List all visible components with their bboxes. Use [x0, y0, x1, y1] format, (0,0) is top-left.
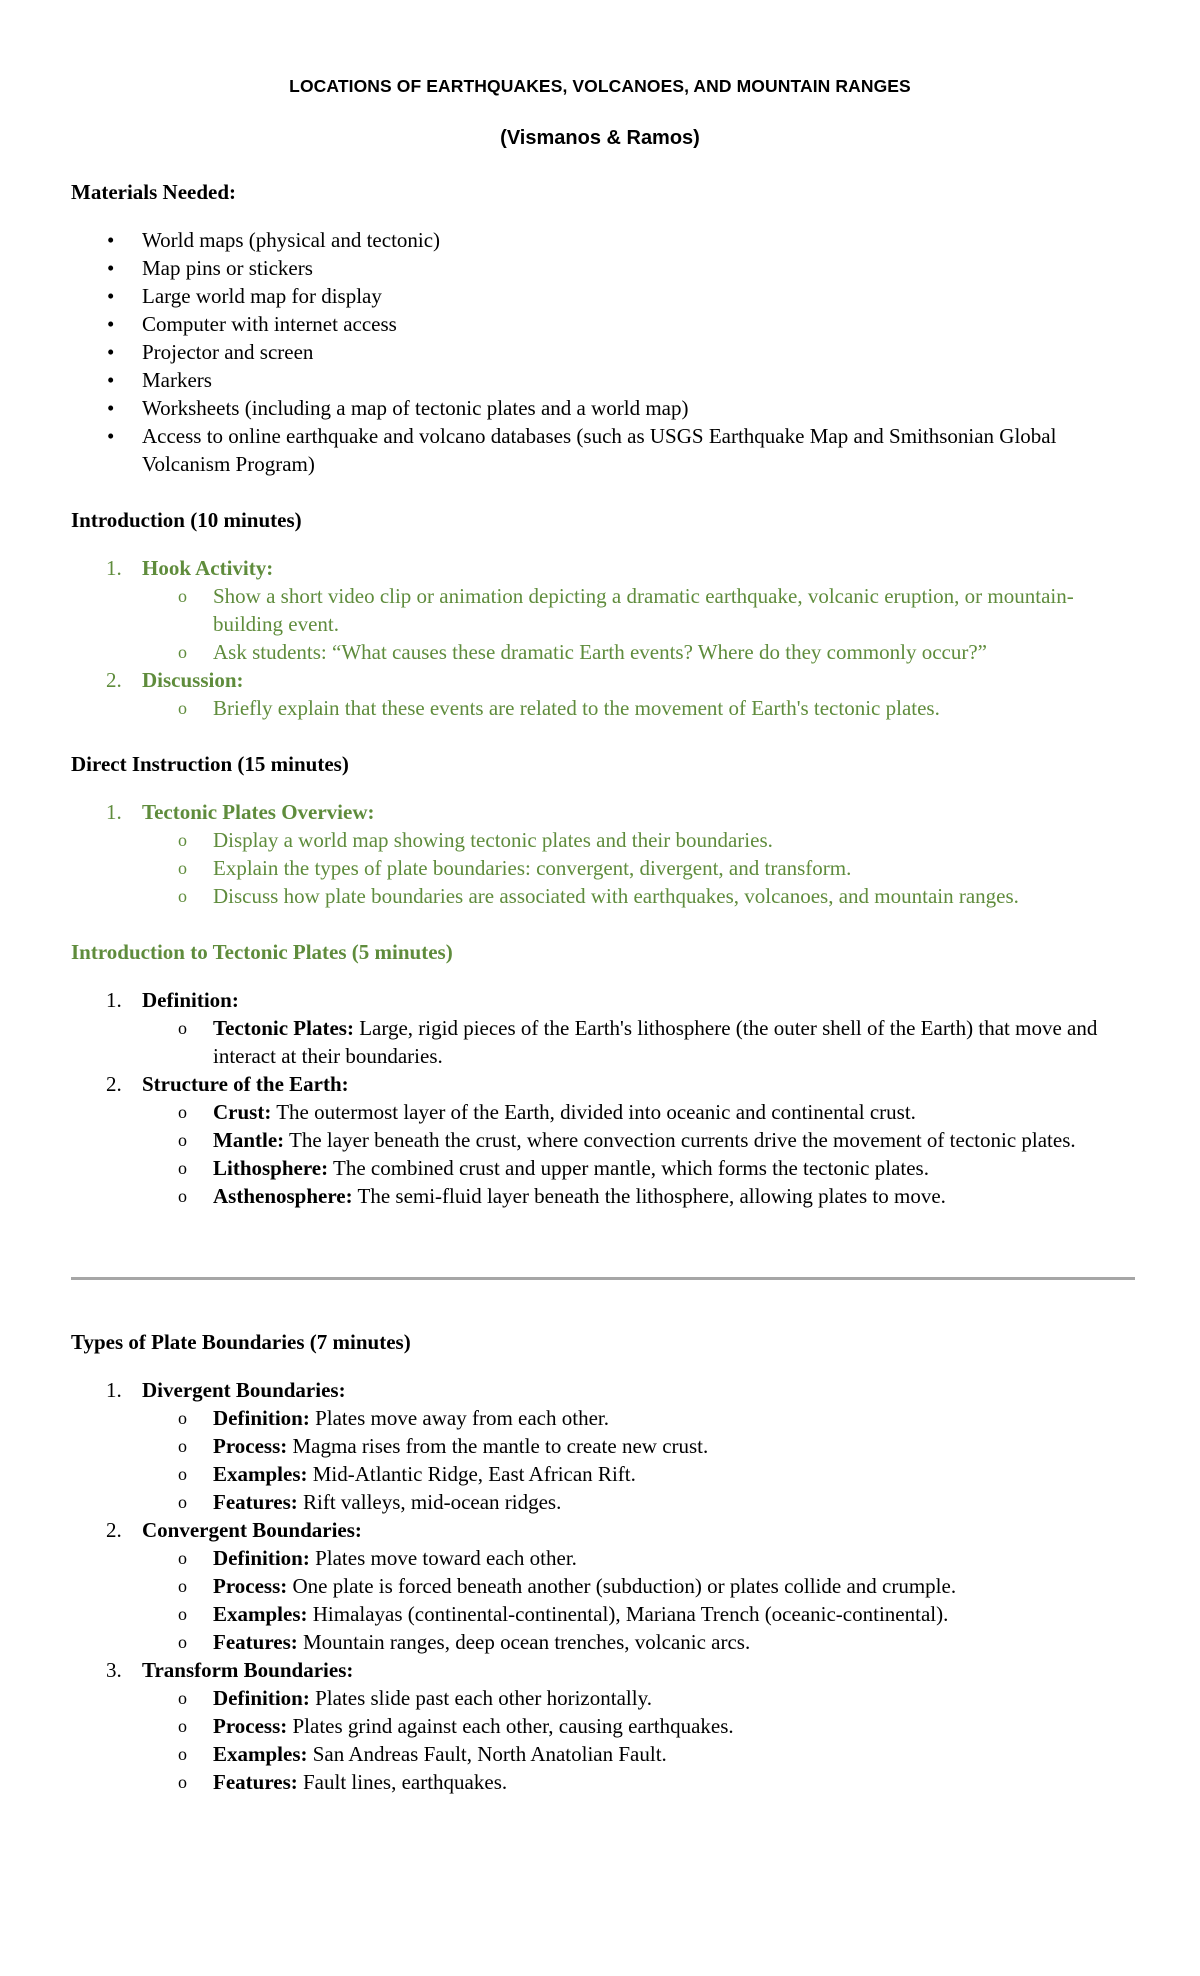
- list-item: [71, 1656, 1141, 1796]
- list-item: • Worksheets (including a map of tectonic plates and a world map): [71, 394, 1141, 422]
- term: Process:: [213, 1434, 288, 1458]
- introduction-list: [71, 554, 1141, 722]
- term-text: Mountain ranges, deep ocean trenches, volcanic arcs.: [297, 1630, 751, 1654]
- term: Features:: [213, 1770, 298, 1794]
- materials-list: [71, 226, 1141, 478]
- direct-instruction-list: [71, 798, 1141, 910]
- term: Process:: [213, 1574, 288, 1598]
- item-label: Definition:: [142, 988, 239, 1012]
- direct-instruction-heading: Direct Instruction (15 minutes): [71, 752, 349, 776]
- document-body: [71, 178, 1141, 1210]
- term-text: Plates move toward each other.: [309, 1546, 577, 1570]
- term-text: One plate is forced beneath another (subduction) or plates collide and crumple.: [287, 1574, 957, 1598]
- sub-item: [142, 1684, 1141, 1712]
- sub-item: [142, 1182, 1141, 1210]
- item-label: Hook Activity:: [142, 556, 274, 580]
- term: Examples:: [213, 1462, 308, 1486]
- document-subtitle: (Vismanos & Ramos): [500, 127, 700, 149]
- term: Mantle:: [213, 1128, 285, 1152]
- term-text: Plates grind against each other, causing earthquakes.: [287, 1714, 734, 1738]
- list-item: [71, 798, 1141, 910]
- sub-item: o Ask students: “What causes these dramatic Earth events? Where do they commonly occur?”: [142, 638, 1141, 666]
- list-item: • Markers: [71, 366, 1141, 394]
- term-text: The semi-fluid layer beneath the lithosphere, allowing plates to move.: [352, 1184, 946, 1208]
- sub-item: o Discuss how plate boundaries are associated with earthquakes, volcanoes, and mountain ranges.: [142, 882, 1141, 910]
- term: Examples:: [213, 1602, 308, 1626]
- item-number: 1.: [106, 988, 122, 1012]
- intro-tectonic-heading: Introduction to Tectonic Plates (5 minutes): [71, 940, 453, 964]
- sub-item: [142, 1544, 1141, 1572]
- term-text: Himalayas (continental-continental), Mariana Trench (oceanic-continental).: [307, 1602, 949, 1626]
- list-item: [71, 1376, 1141, 1516]
- term: Definition:: [213, 1406, 310, 1430]
- list-item: [71, 986, 1141, 1070]
- item-number: 1.: [106, 1378, 122, 1402]
- sub-item: o Briefly explain that these events are related to the movement of Earth's tectonic plates.: [142, 694, 1141, 722]
- list-item: [71, 554, 1141, 666]
- item-label: Discussion:: [142, 668, 244, 692]
- term: Crust:: [213, 1100, 272, 1124]
- sub-item: [142, 1460, 1141, 1488]
- item-number: 1.: [106, 556, 122, 580]
- term-text: The layer beneath the crust, where convection currents drive the movement of tectonic plates.: [284, 1128, 1076, 1152]
- term-text: Magma rises from the mantle to create new crust.: [287, 1434, 709, 1458]
- list-item: • Projector and screen: [71, 338, 1141, 366]
- sub-item: o Explain the types of plate boundaries: convergent, divergent, and transform.: [142, 854, 1141, 882]
- list-item: • Access to online earthquake and volcano databases (such as USGS Earthquake Map and Smithsonian Global Volcanism Program): [71, 422, 1141, 478]
- term-text: San Andreas Fault, North Anatolian Fault.: [307, 1742, 667, 1766]
- term-text: Fault lines, earthquakes.: [297, 1770, 508, 1794]
- item-label: Tectonic Plates Overview:: [142, 800, 375, 824]
- term: Process:: [213, 1714, 288, 1738]
- term: Definition:: [213, 1546, 310, 1570]
- term: Lithosphere:: [213, 1156, 329, 1180]
- item-number: 2.: [106, 1518, 122, 1542]
- term-text: Rift valleys, mid-ocean ridges.: [297, 1490, 562, 1514]
- horizontal-divider: [71, 1277, 1135, 1280]
- term-text: Large, rigid pieces of the Earth's lithosphere (the outer shell of the Earth) that move and interact at their boundaries.: [213, 1016, 1098, 1068]
- sub-item: [142, 1628, 1141, 1656]
- term-text: The combined crust and upper mantle, which forms the tectonic plates.: [328, 1156, 929, 1180]
- intro-tectonic-list: [71, 986, 1141, 1210]
- list-item: • Computer with internet access: [71, 310, 1141, 338]
- sub-item: [142, 1600, 1141, 1628]
- term: Features:: [213, 1490, 298, 1514]
- sub-item: [142, 1740, 1141, 1768]
- sub-item: [142, 1488, 1141, 1516]
- boundaries-heading: Types of Plate Boundaries (7 minutes): [71, 1330, 411, 1354]
- list-item: [71, 1516, 1141, 1656]
- item-label: Structure of the Earth:: [142, 1072, 349, 1096]
- sub-item: [142, 1014, 1141, 1070]
- term-text: Plates slide past each other horizontally.: [309, 1686, 652, 1710]
- list-item: [71, 1070, 1141, 1210]
- list-item: [71, 666, 1141, 722]
- term: Definition:: [213, 1686, 310, 1710]
- sub-item: [142, 1126, 1141, 1154]
- sub-item: [142, 1154, 1141, 1182]
- term: Features:: [213, 1630, 298, 1654]
- boundaries-list: [71, 1376, 1141, 1796]
- term: Tectonic Plates:: [213, 1016, 354, 1040]
- sub-item: o Show a short video clip or animation depicting a dramatic earthquake, volcanic eruption, or mountain-building event.: [142, 582, 1141, 638]
- item-number: 2.: [106, 1072, 122, 1096]
- introduction-heading: Introduction (10 minutes): [71, 508, 302, 532]
- term-text: Plates move away from each other.: [309, 1406, 609, 1430]
- sub-item: [142, 1432, 1141, 1460]
- sub-item: [142, 1572, 1141, 1600]
- term-text: Mid-Atlantic Ridge, East African Rift.: [307, 1462, 636, 1486]
- item-label: Transform Boundaries:: [142, 1658, 354, 1682]
- list-item: • Map pins or stickers: [71, 254, 1141, 282]
- item-label: Convergent Boundaries:: [142, 1518, 362, 1542]
- item-number: 3.: [106, 1658, 122, 1682]
- item-number: 2.: [106, 668, 122, 692]
- list-item: • World maps (physical and tectonic): [71, 226, 1141, 254]
- sub-item: o Display a world map showing tectonic plates and their boundaries.: [142, 826, 1141, 854]
- list-item: • Large world map for display: [71, 282, 1141, 310]
- document-title: LOCATIONS OF EARTHQUAKES, VOLCANOES, AND MOUNTAIN RANGES: [289, 76, 911, 96]
- materials-heading: Materials Needed:: [71, 180, 237, 204]
- sub-item: [142, 1098, 1141, 1126]
- item-label: Divergent Boundaries:: [142, 1378, 346, 1402]
- term: Asthenosphere:: [213, 1184, 353, 1208]
- term: Examples:: [213, 1742, 308, 1766]
- term-text: The outermost layer of the Earth, divided into oceanic and continental crust.: [271, 1100, 916, 1124]
- boundaries-section: [71, 1328, 1141, 1796]
- sub-item: [142, 1404, 1141, 1432]
- item-number: 1.: [106, 800, 122, 824]
- sub-item: [142, 1768, 1141, 1796]
- sub-item: [142, 1712, 1141, 1740]
